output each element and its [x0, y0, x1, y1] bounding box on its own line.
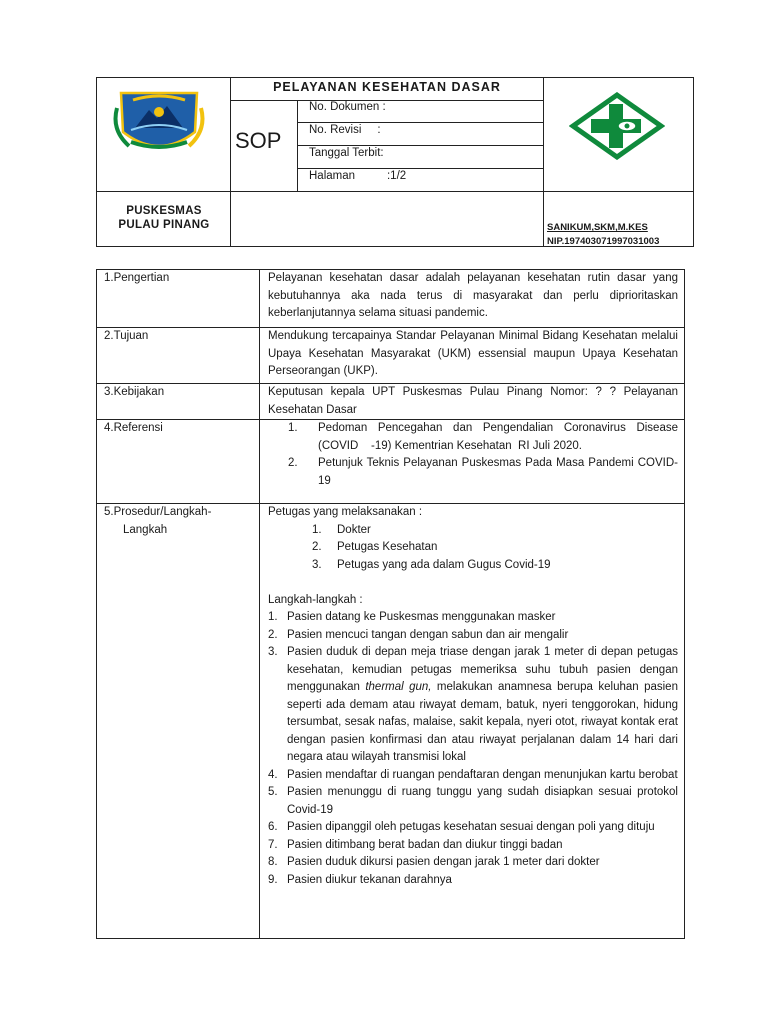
list-item: 3. Petugas yang ada dalam Gugus Covid-19 — [312, 558, 551, 571]
sop-header-table — [96, 77, 694, 247]
list-item: 5. Pasien menunggu di ruang tunggu yang sudah disiapkan sesuai protokol Covid-19 — [268, 786, 678, 816]
sop-label: SOP — [235, 128, 282, 153]
langkah-heading: Langkah-langkah : — [268, 593, 363, 606]
list-item: 1. Pasien datang ke Puskesmas menggunakan masker — [268, 611, 556, 623]
row-label-kebijakan: 3.Kebijakan — [104, 386, 165, 398]
list-item: 6. Pasien dipanggil oleh petugas kesehatan sesuai dengan poli yang dituju — [268, 821, 655, 833]
list-item: 4. Pasien mendaftar di ruangan pendaftaran dengan menunjukan kartu berobat — [268, 768, 678, 781]
row-content-kebijakan: Keputusan kepala UPT Puskesmas Pulau Pinang Nomor: ? ? Pelayanan Kesehatan Dasar — [268, 386, 678, 416]
signer-name: SANIKUM,SKM,M.KES — [547, 222, 648, 233]
list-item: 1. Dokter — [312, 523, 371, 536]
list-item: 2. Petunjuk Teknis Pelayanan Puskesmas Pada Masa Pandemi COVID-19 — [288, 457, 678, 487]
list-item: 1. Pedoman Pencegahan dan Pengendalian Coronavirus Disease (COVID -19) Kementrian Kesehatan RI Juli 2020. — [288, 422, 682, 452]
petugas-heading: Petugas yang melaksanakan : — [268, 506, 423, 518]
list-item: 3. Pasien duduk di depan meja triase dengan jarak 1 meter di depan petugas kesehatan, kemudian petugas memeriksa suhu tubuh pasien dengan menggunakan thermal gun, melakukan anamnesa berupa keluhan pasien seperti ada demam atau riwayat demam, batuk, nyeri tenggorokan, hidung tersumbat, sesak nafas, malaise, sakit kepala, nyeri otot, riwayat kontak erat dengan pasien konfirmasi dan atau riwayat perjalanan dalam 14 hari dari negara atau wilayah transmisi lokal — [268, 646, 678, 763]
signer-nip: NIP.197403071997031003 — [547, 236, 660, 247]
row-content-prosedur — [268, 504, 678, 889]
kabupaten-lahat-crest-icon — [109, 90, 209, 158]
no-revisi-field: No. Revisi : — [309, 124, 381, 136]
puskesmas-name: PUSKESMAS PULAU PINANG — [118, 205, 210, 231]
puskesmas-logo-icon — [569, 92, 665, 160]
list-item: 8. Pasien duduk dikursi pasien dengan jarak 1 meter dari dokter — [268, 856, 600, 868]
row-content-pengertian: Pelayanan kesehatan dasar adalah pelayanan kesehatan rutin dasar yang kebutuhannya aka nada terus di masyarakat dan perlu diprioritaskan keberlanjutannya selama situasi pandemic. — [268, 272, 678, 319]
tanggal-terbit-field: Tanggal Terbit: — [309, 147, 384, 159]
sop-content-table — [96, 269, 685, 939]
row-content-tujuan: Mendukung tercapainya Standar Pelayanan Minimal Bidang Kesehatan melalui Upaya Kesehatan Masyarakat (UKM) essensial maupun Upaya Kesehatan Perseorangan (UKP). — [268, 330, 678, 377]
row-label-prosedur: 5.Prosedur/Langkah- Langkah — [104, 506, 212, 536]
list-item: 2. Pasien mencuci tangan dengan sabun dan air mengalir — [268, 628, 569, 641]
row-label-tujuan: 2.Tujuan — [104, 330, 149, 342]
row-label-referensi: 4.Referensi — [104, 422, 163, 434]
langkah-list — [268, 609, 678, 889]
list-item: 2. Petugas Kesehatan — [312, 541, 438, 553]
list-item: 9. Pasien diukur tekanan darahnya — [268, 873, 452, 886]
row-label-pengertian: 1.Pengertian — [104, 272, 170, 284]
halaman-field: Halaman :1/2 — [309, 170, 407, 182]
list-item: 7. Pasien ditimbang berat badan dan diukur tinggi badan — [268, 838, 563, 851]
petugas-list — [268, 522, 678, 575]
row-content-referensi — [288, 420, 682, 490]
no-dokumen-field: No. Dokumen : — [309, 101, 386, 113]
document-title: PELAYANAN KESEHATAN DASAR — [273, 80, 501, 94]
